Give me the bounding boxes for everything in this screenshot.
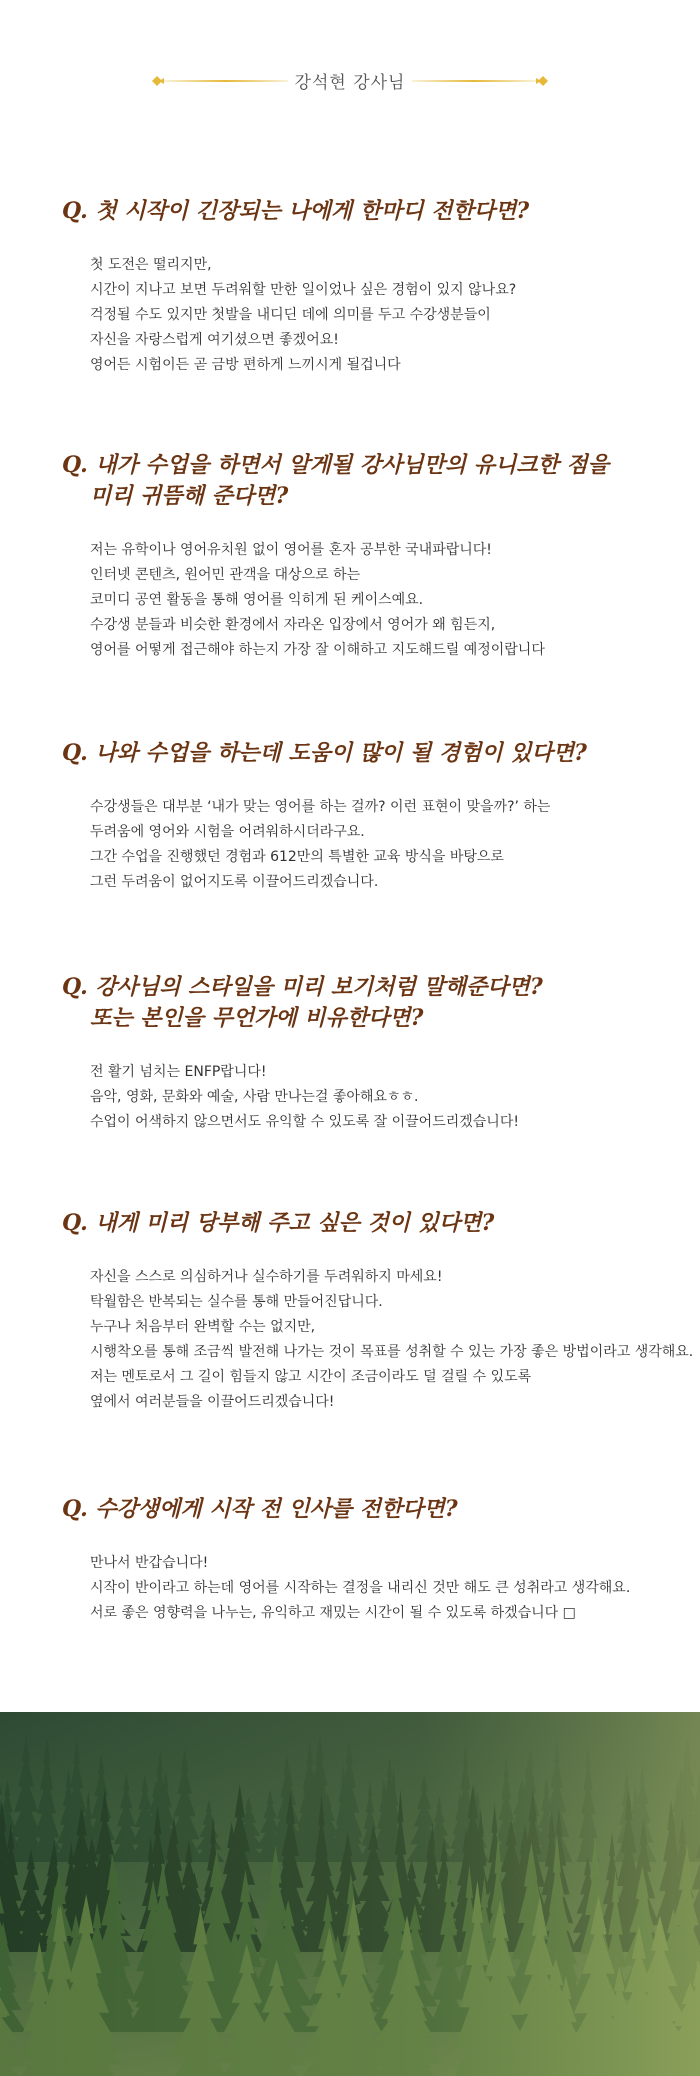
question-line: Q. 내가 수업을 하면서 알게될 강사님만의 유니크한 점을 — [62, 452, 609, 478]
question-heading — [62, 972, 700, 1034]
question-heading — [62, 738, 700, 769]
answer-line: 그런 두려움이 없어지도록 이끌어드리겠습니다. — [90, 874, 379, 890]
qa-block — [0, 1494, 700, 1626]
answer-text — [90, 253, 700, 378]
answer-line: 코미디 공연 활동을 통해 영어를 익히게 된 케이스예요. — [90, 592, 424, 608]
instructor-header — [0, 64, 700, 98]
answer-line: 전 활기 넘치는 ENFP랍니다! — [90, 1064, 267, 1080]
answer-line: 두려움에 영어와 시험을 어려워하시더라구요. — [90, 824, 365, 840]
answer-line: 수업이 어색하지 않으면서도 유익할 수 있도록 잘 이끌어드리겠습니다! — [90, 1114, 519, 1130]
question-line: Q. 첫 시작이 긴장되는 나에게 한마디 전한다면? — [62, 198, 530, 224]
instructor-title: 강석현 강사님 — [294, 73, 406, 93]
answer-line: 시작이 반이라고 하는데 영어를 시작하는 결정을 내리신 것만 해도 큰 성취라고 생각해요. — [90, 1580, 631, 1596]
question-heading — [62, 1208, 700, 1239]
qa-block — [0, 738, 700, 895]
answer-line: 걱정될 수도 있지만 첫발을 내디딘 데에 의미를 두고 수강생분들이 — [90, 307, 491, 323]
answer-line: 시간이 지나고 보면 두려워할 만한 일이었나 싶은 경험이 있지 않나요? — [90, 282, 517, 298]
question-line: 또는 본인을 무언가에 비유한다면? — [90, 1005, 424, 1031]
answer-line: 누구나 처음부터 완벽할 수는 없지만, — [90, 1319, 316, 1335]
answer-line: 인터넷 콘텐츠, 원어민 관객을 대상으로 하는 — [90, 567, 361, 583]
answer-line: 저는 유학이나 영어유치원 없이 영어를 혼자 공부한 국내파랍니다! — [90, 542, 492, 558]
answer-line: 탁월함은 반복되는 실수를 통해 만들어진답니다. — [90, 1294, 383, 1310]
answer-line: 영어를 어떻게 접근해야 하는지 가장 잘 이해하고 지도해드릴 예정이랍니다 — [90, 642, 545, 658]
answer-text — [90, 795, 700, 895]
answer-text — [90, 1060, 700, 1135]
answer-line: 수강생 분들과 비슷한 환경에서 자라온 입장에서 영어가 왜 힘든지, — [90, 617, 496, 633]
qa-block — [0, 450, 700, 663]
answer-line: 서로 좋은 영향력을 나누는, 유익하고 재밌는 시간이 될 수 있도록 하겠습니다 □ — [90, 1605, 576, 1621]
answer-line: 영어든 시험이든 곧 금방 편하게 느끼시게 될겁니다 — [90, 357, 401, 373]
question-heading — [62, 196, 700, 227]
qa-block — [0, 196, 700, 378]
answer-line: 옆에서 여러분들을 이끌어드리겠습니다! — [90, 1394, 335, 1410]
qa-block — [0, 1208, 700, 1415]
question-heading — [62, 450, 700, 512]
question-line: Q. 내게 미리 당부해 주고 싶은 것이 있다면? — [62, 1210, 495, 1236]
question-line: Q. 수강생에게 시작 전 인사를 전한다면? — [62, 1496, 458, 1522]
question-line: Q. 나와 수업을 하는데 도움이 많이 될 경험이 있다면? — [62, 740, 587, 766]
qa-block — [0, 972, 700, 1135]
answer-line: 수강생들은 대부분 ‘내가 맞는 영어를 하는 걸까? 이런 표현이 맞을까?’ 하는 — [90, 799, 551, 815]
answer-line: 자신을 스스로 의심하거나 실수하기를 두려워하지 마세요! — [90, 1269, 443, 1285]
answer-line: 저는 멘토로서 그 길이 힘들지 않고 시간이 조금이라도 덜 걸릴 수 있도록 — [90, 1369, 532, 1385]
answer-line: 만나서 반갑습니다! — [90, 1555, 209, 1571]
question-line: 미리 귀뜸해 준다면? — [90, 483, 289, 509]
answer-line: 시행착오를 통해 조금씩 발전해 나가는 것이 목표를 성취할 수 있는 가장 좋은 방법이라고 생각해요. — [90, 1344, 694, 1360]
answer-line: 자신을 자랑스럽게 여기셨으면 좋겠어요! — [90, 332, 339, 348]
answer-text — [90, 1265, 700, 1415]
question-line: Q. 강사님의 스타일을 미리 보기처럼 말해준다면? — [62, 974, 543, 1000]
forest-image — [0, 1712, 700, 2076]
answer-line: 첫 도전은 떨리지만, — [90, 257, 212, 273]
answer-line: 그간 수업을 진행했던 경험과 612만의 특별한 교육 방식을 바탕으로 — [90, 849, 504, 865]
ornament-right-icon — [412, 73, 550, 89]
answer-line: 음악, 영화, 문화와 예술, 사람 만나는걸 좋아해요ㅎㅎ. — [90, 1089, 419, 1105]
question-heading — [62, 1494, 700, 1525]
answer-text — [90, 538, 700, 663]
answer-text — [90, 1551, 700, 1626]
